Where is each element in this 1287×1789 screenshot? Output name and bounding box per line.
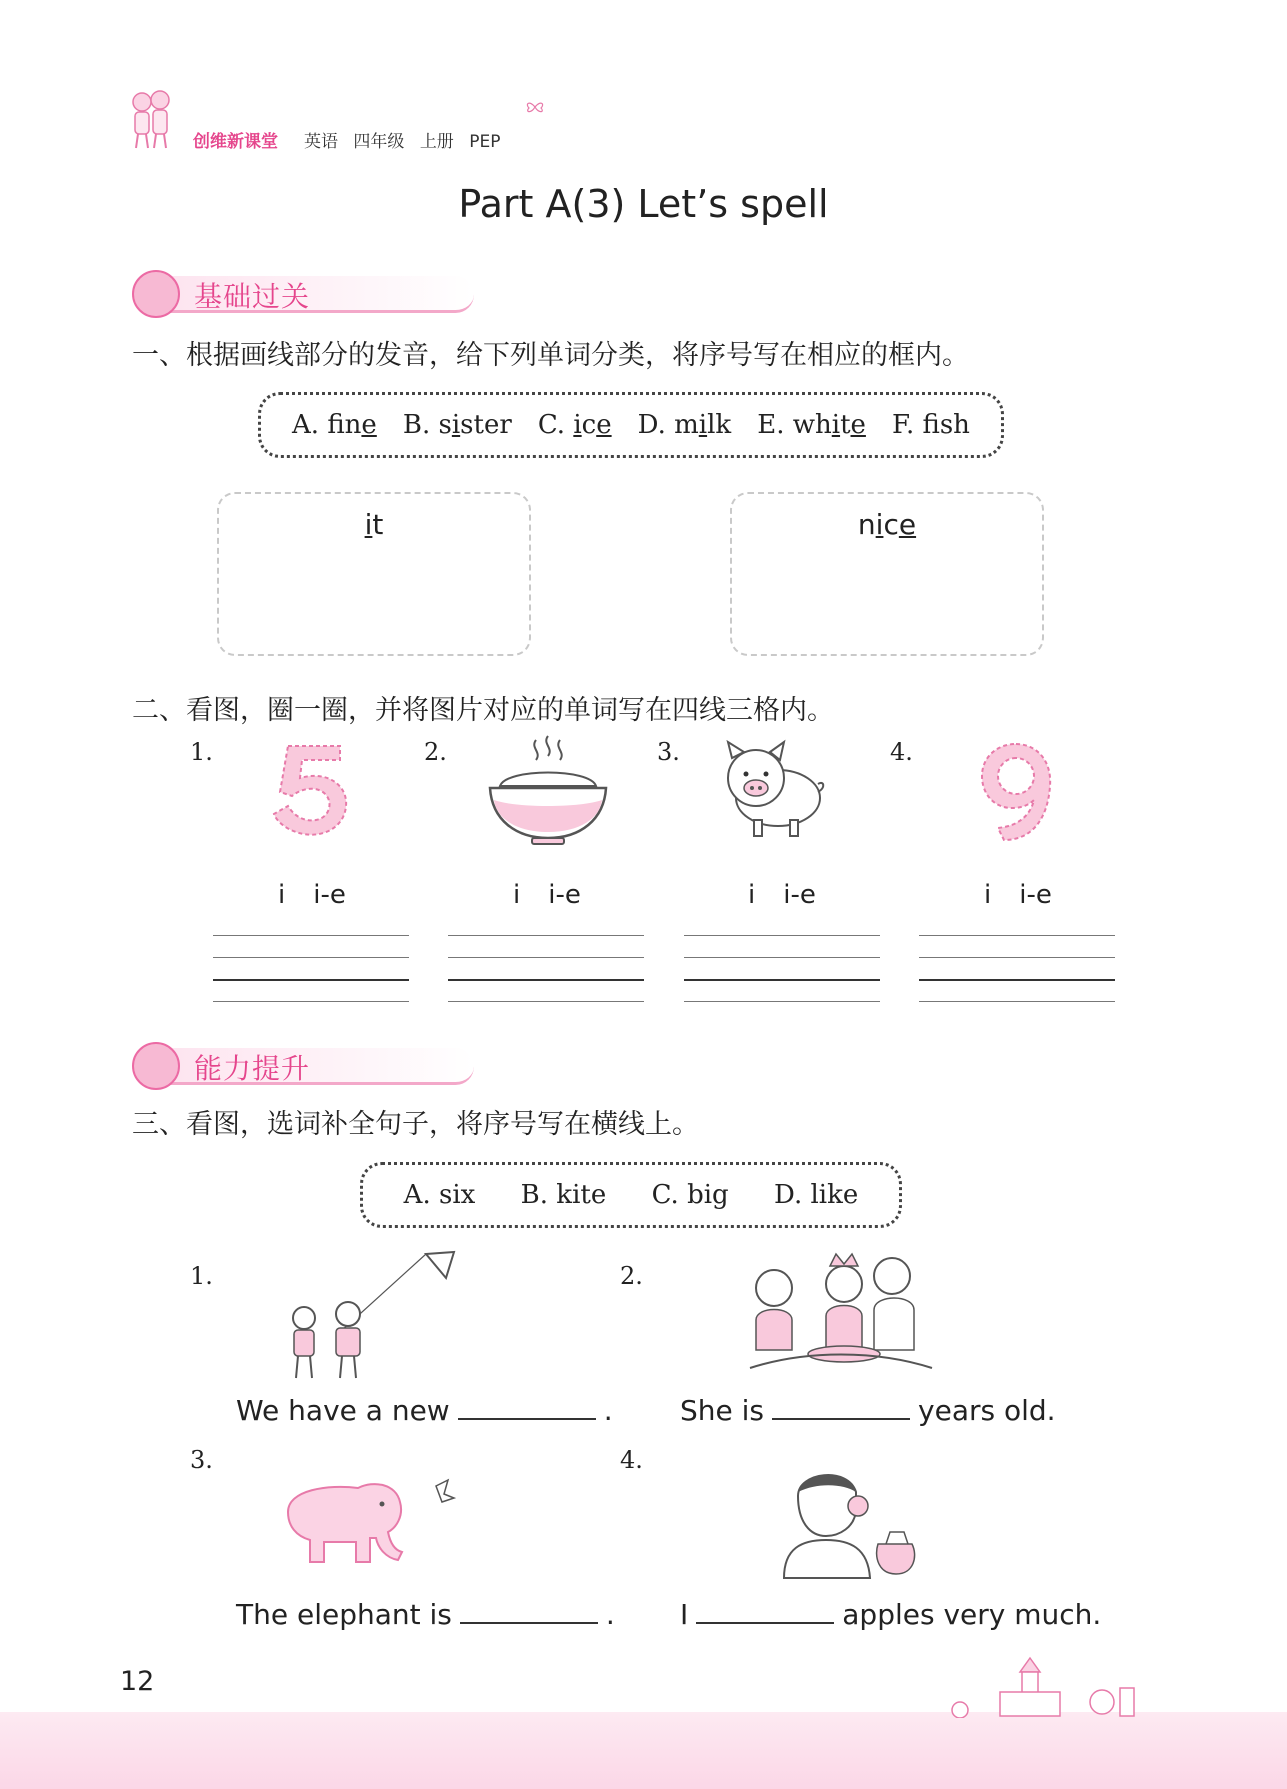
sound-options xyxy=(970,880,1066,910)
brand-title: 创维新课堂 xyxy=(193,132,278,152)
sound-options xyxy=(734,880,830,910)
option-i-e[interactable]: i-e xyxy=(313,880,346,910)
elephant-icon xyxy=(278,1476,456,1568)
page-number: 12 xyxy=(120,1666,155,1697)
grade-label: 四年级 xyxy=(353,132,405,152)
writing-lines[interactable] xyxy=(684,935,880,1001)
word-option-d: D. milk xyxy=(637,410,732,440)
word-bank-box xyxy=(258,392,1004,458)
sentence-1: We have a new . xyxy=(236,1394,613,1427)
kids-kite-icon xyxy=(276,1248,460,1386)
answer-blank[interactable] xyxy=(696,1600,834,1624)
writing-lines[interactable] xyxy=(213,935,409,1001)
boy-apple-icon xyxy=(778,1462,918,1580)
question-2-text: 二、看图，圈一圈，并将图片对应的单词写在四线三格内。 xyxy=(132,695,834,726)
sort-box-nice[interactable] xyxy=(730,492,1044,656)
answer-blank[interactable] xyxy=(458,1396,596,1420)
item-number: 2. xyxy=(424,738,447,766)
page-title: Part A(3) Let’s spell xyxy=(458,182,829,226)
item-number: 4. xyxy=(890,738,913,766)
word-option-e: E. white xyxy=(757,410,866,440)
item-number: 1. xyxy=(190,738,213,766)
face-icon xyxy=(132,1042,180,1090)
sort-box-header: it xyxy=(364,508,384,541)
option-i[interactable]: i xyxy=(748,880,756,910)
rice-bowl-icon xyxy=(486,734,610,848)
item-number: 3. xyxy=(657,738,680,766)
face-icon xyxy=(132,270,180,318)
answer-blank[interactable] xyxy=(460,1600,598,1624)
option-i-e[interactable]: i-e xyxy=(548,880,581,910)
subject-label: 英语 xyxy=(304,132,338,152)
birthday-family-icon xyxy=(746,1250,936,1382)
kids-logo-icon xyxy=(126,88,176,150)
option-i-e[interactable]: i-e xyxy=(783,880,816,910)
item-number: 2. xyxy=(620,1262,643,1290)
writing-lines[interactable] xyxy=(919,935,1115,1001)
sentence-4: I apples very much. xyxy=(680,1598,1102,1631)
option-i[interactable]: i xyxy=(513,880,521,910)
choice-b: B. kite xyxy=(520,1180,607,1210)
castle-icon xyxy=(880,1652,1180,1718)
word-option-a: A. fne xyxy=(292,410,377,440)
option-i-e[interactable]: i-e xyxy=(1019,880,1052,910)
sound-options xyxy=(499,880,595,910)
option-i[interactable]: i xyxy=(984,880,992,910)
choice-c: C. big xyxy=(651,1180,729,1210)
volume-label: 上册 xyxy=(419,132,454,152)
question-1-text: 一、根据画线部分的发音，给下列单词分类，将序号写在相应的框内。 xyxy=(132,340,969,371)
pig-icon xyxy=(714,736,830,844)
number-nine-icon xyxy=(978,740,1056,844)
option-i[interactable]: i xyxy=(278,880,286,910)
sound-options xyxy=(264,880,360,910)
edition-label: PEP xyxy=(469,132,501,152)
choice-bank-box xyxy=(360,1162,902,1228)
item-number: 1. xyxy=(190,1262,213,1290)
question-3-text: 三、看图，选词补全句子，将序号写在横线上。 xyxy=(132,1109,699,1140)
word-option-b: B. sister xyxy=(402,410,512,440)
choice-d: D. like xyxy=(774,1180,859,1210)
sort-box-header: nice xyxy=(857,508,917,541)
choice-a: A. six xyxy=(403,1180,476,1210)
footer-band xyxy=(0,1712,1287,1789)
book-meta xyxy=(304,127,510,152)
answer-blank[interactable] xyxy=(772,1396,910,1420)
sort-box-it[interactable] xyxy=(217,492,531,656)
sentence-3: The elephant is . xyxy=(236,1598,615,1631)
word-option-c: C. ice xyxy=(537,410,612,440)
number-five-icon xyxy=(268,740,352,840)
section-tag-label: 能力提升 xyxy=(194,1052,311,1085)
section-tag-advanced xyxy=(132,1042,482,1088)
section-tag-basic xyxy=(132,270,482,316)
section-tag-label: 基础过关 xyxy=(194,280,311,313)
writing-lines[interactable] xyxy=(448,935,644,1001)
item-number: 4. xyxy=(620,1446,643,1474)
word-option-f: F. fsh xyxy=(891,410,970,440)
sentence-2: She is years old. xyxy=(680,1394,1056,1427)
butterfly-icon xyxy=(525,100,545,114)
item-number: 3. xyxy=(190,1446,213,1474)
